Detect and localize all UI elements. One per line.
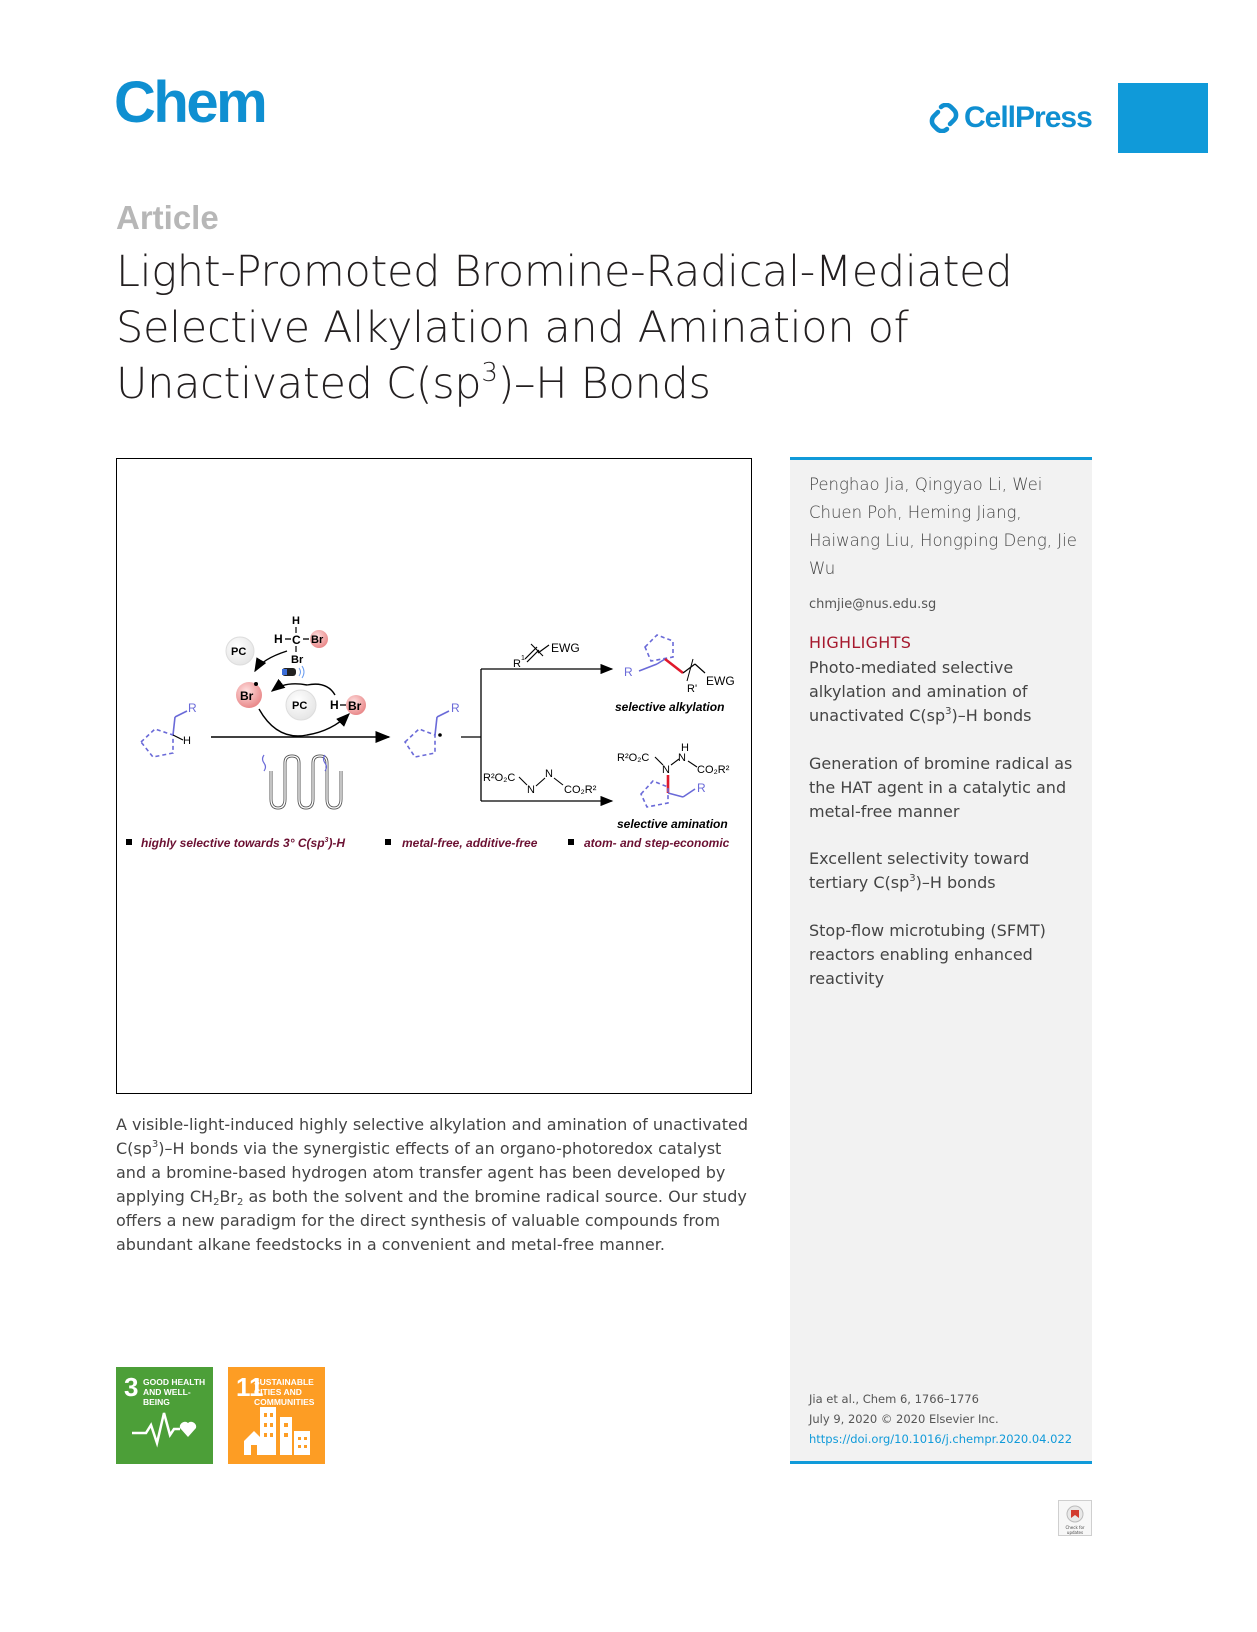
sdg-badge-3[interactable]: 3 GOOD HEALTH AND WELL-BEING xyxy=(116,1367,213,1464)
publisher-logo[interactable] xyxy=(928,101,1092,135)
svg-text:CO₂R²: CO₂R² xyxy=(697,764,730,776)
svg-text:C: C xyxy=(292,633,301,647)
highlight-item: Generation of bromine radical as the HAT agent in a catalytic and metal-free manner xyxy=(809,754,1073,821)
pc-label-2: PC xyxy=(292,700,308,712)
svg-text:R: R xyxy=(624,665,633,679)
corner-tab xyxy=(1118,83,1208,153)
check-updates-label: Check for updates xyxy=(1065,1525,1085,1535)
svg-text:1: 1 xyxy=(521,655,525,662)
svg-text:N: N xyxy=(527,784,535,796)
citation-block xyxy=(809,1389,1089,1449)
pc-label-1: PC xyxy=(231,646,247,658)
highlight-item: Stop-flow microtubing (SFMT) reactors enabling enhanced reactivity xyxy=(809,921,1046,988)
highlight-item: Photo-mediated selective alkylation and amination of unactivated $C(sp^3)-H$ bonds xyxy=(809,658,1032,725)
svg-text:R²O₂C: R²O₂C xyxy=(483,772,516,784)
alkene-reagent xyxy=(513,641,580,670)
svg-text:R: R xyxy=(697,781,706,795)
graphical-abstract xyxy=(116,458,752,1094)
svg-text:H: H xyxy=(292,615,300,627)
microtubing-reactor-icon xyxy=(263,755,342,808)
city-buildings-icon xyxy=(240,1401,314,1457)
feature-item: highly selective towards 3° $C(sp^3)-H$ xyxy=(141,836,346,850)
article-title xyxy=(116,244,1076,412)
journal-logo[interactable]: Chem xyxy=(114,70,266,135)
substrate-h-label: H xyxy=(183,735,191,747)
radical-intermediate xyxy=(405,701,460,757)
corresponding-email[interactable]: chmjie@nus.edu.sg xyxy=(809,597,937,612)
substrate-r-label: R xyxy=(188,701,197,715)
hbr-h-label: H xyxy=(330,698,339,712)
highlight-item: Excellent selectivity toward tertiary $C(sp^3)-H$ bonds xyxy=(809,849,1030,892)
feature-item: atom- and step-economic xyxy=(584,836,730,850)
azo-reagent xyxy=(483,768,597,796)
svg-text:EWG: EWG xyxy=(551,641,580,655)
citation-date: July 9, 2020 © 2020 Elsevier Inc. xyxy=(809,1412,999,1426)
title-line-1: Light-Promoted Bromine-Radical-Mediated xyxy=(116,247,1013,297)
highlights-heading: HIGHLIGHTS xyxy=(809,633,912,652)
selective-amination-label: selective amination xyxy=(617,817,728,831)
svg-text:H: H xyxy=(274,632,283,646)
svg-text:N: N xyxy=(678,752,686,764)
publisher-name: CellPress xyxy=(964,101,1092,134)
feature-item: metal-free, additive-free xyxy=(402,836,538,850)
doi-link[interactable]: https://doi.org/10.1016/j.chempr.2020.04.022 xyxy=(809,1432,1073,1446)
feature-list xyxy=(126,836,730,850)
substrate-molecule xyxy=(141,701,197,757)
title-line-3: Unactivated $C(sp^3)-H$ Bonds xyxy=(116,358,711,409)
svg-text:R²O₂C: R²O₂C xyxy=(617,752,650,764)
br-radical-label: Br xyxy=(240,689,254,703)
hbr-br-label: Br xyxy=(348,699,362,713)
amination-product xyxy=(617,742,730,807)
svg-text:CO₂R²: CO₂R² xyxy=(564,784,597,796)
svg-text:R': R' xyxy=(687,683,698,695)
citation-reference: Jia et al., Chem 6, 1766–1776 xyxy=(809,1392,979,1406)
check-updates-icon xyxy=(1064,1504,1086,1524)
svg-text:N: N xyxy=(662,764,670,776)
svg-text:Br: Br xyxy=(311,634,324,646)
summary-paragraph: A visible-light-induced highly selective alkylation and amination of unactivated $C(sp^3)-H$ bonds via the synergistic effects of an organo-photoredox catalyst and a bromine-based hydrogen atom transfer agent has been developed by applying $CH_2Br_2$ as both the solvent and the bromine radical source. Our study offers a new paradigm for the direct synthesis of valuable compounds from abundant alkane feedstocks in a convenient and metal-free manner. xyxy=(116,1115,748,1254)
alkylation-product xyxy=(624,635,735,695)
svg-text:Br: Br xyxy=(291,654,304,666)
cellpress-icon xyxy=(928,103,960,133)
check-for-updates-badge[interactable] xyxy=(1058,1500,1092,1536)
sdg-badge-11[interactable]: 11 SUSTAINABLE CITIES AND COMMUNITIES xyxy=(228,1367,325,1464)
catalytic-cycle xyxy=(226,615,366,736)
svg-text:R: R xyxy=(451,701,460,715)
title-line-2: Selective Alkylation and Amination of xyxy=(116,303,909,353)
selective-alkylation-label: selective alkylation xyxy=(615,700,725,714)
author-list[interactable]: Penghao Jia, Qingyao Li, Wei Chuen Poh, Heming Jiang, Haiwang Liu, Hongping Deng, Jie Wu xyxy=(809,475,1077,578)
svg-text:H: H xyxy=(681,742,689,754)
svg-text:EWG: EWG xyxy=(706,674,735,688)
svg-text:R: R xyxy=(513,658,521,670)
article-type: Article xyxy=(116,199,219,236)
svg-text:N: N xyxy=(545,768,553,780)
reaction-scheme xyxy=(117,459,753,1095)
heartbeat-icon xyxy=(130,1409,200,1449)
